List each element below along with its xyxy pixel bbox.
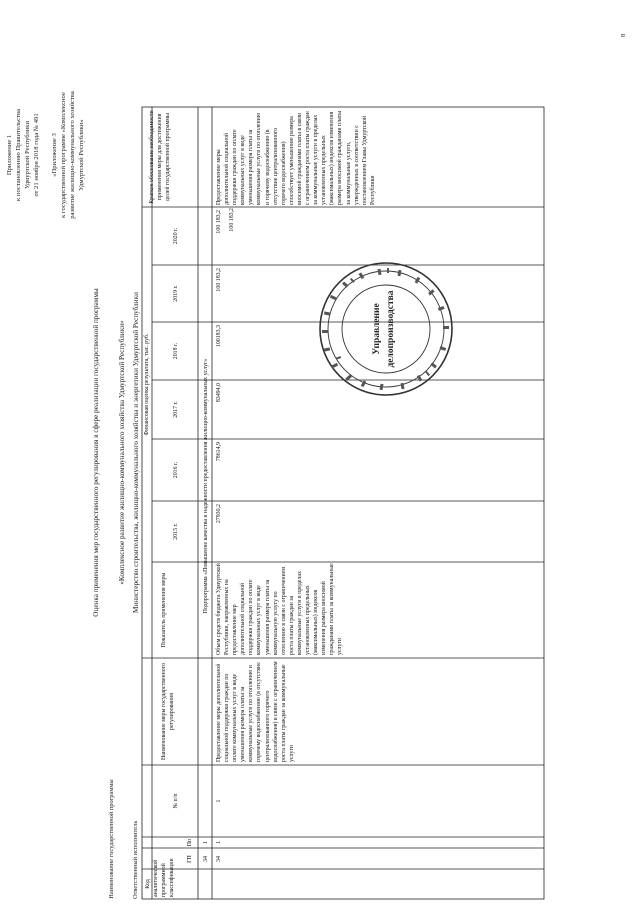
document-title: Оценка применения мер государственного регулирования в сфере реализации государственной программы: [92, 288, 100, 617]
appendix-line: «Приложение 3: [51, 133, 58, 177]
col-header-rationale: Краткое обоснование необходимости применения меры для достижения целей государственной программы: [149, 110, 172, 204]
value-2016: 78614,9: [216, 442, 222, 462]
year-2017: 2017 г.: [173, 401, 179, 418]
appendix-line: Приложение 1: [6, 134, 13, 176]
subprogram-gp: 34: [203, 856, 209, 862]
col-header-code: Код аналитической программной классификации: [145, 858, 176, 897]
value-2015: 27930,2: [216, 504, 222, 524]
value-2018: 100183,3: [216, 325, 222, 348]
row-num: 1: [216, 799, 222, 803]
stamp-line-1: Управление: [372, 303, 382, 355]
executor-value: Министерство строительства, жилищно-коммунального хозяйства и энергетики Удмуртской Республики: [132, 292, 140, 613]
col-header-indicator: Показатель применения меры: [161, 572, 167, 648]
col-header-num: № п/п: [173, 793, 179, 809]
row-gp: 34: [216, 856, 222, 862]
year-2018: 2018 г.: [173, 342, 179, 360]
executor-label: Ответственный исполнитель: [132, 820, 139, 899]
col-header-pp: Пп: [187, 838, 193, 847]
appendix-line: Удмуртской Республики: [24, 120, 31, 190]
row-pp: 1: [216, 841, 222, 844]
year-2019: 2019 г.: [173, 285, 179, 302]
year-2020: 2020 г.: [173, 227, 179, 245]
value-2020: 100 183,2: [216, 210, 222, 234]
col-header-gp: ГП: [187, 855, 193, 863]
program-label: Наименование государственной программы: [108, 779, 115, 899]
year-2015: 2015 г.: [173, 523, 179, 540]
col-header-finance: Финансовая оценка результата, тыс. руб.: [144, 333, 150, 436]
appendix-line: Удмуртской Республики»: [78, 119, 85, 191]
appendix-line: развитие жилищно-коммунального хозяйства: [69, 91, 76, 219]
row-rationale: Предоставление меры дополнительной социальной поддержки граждан по оплате коммунальных услуг в виде уменьшения размера платы за коммунальные услуги по отоплению и горячему водоснабжению (в отсутствие централизованного горячего водоснабжения) способствует уменьшению размера вносимой гражданами платы в связи с ограничением роста платы граждан за коммунальные услуги в пределах установленных предельных (максимальных) индексов изменения размера вносимой гражданами платы за коммунальные услуги, утвержденных в соответствии с постановлением Главы Удмуртской Республики: [216, 110, 376, 205]
appendix-line: к постановлению Правительства: [15, 109, 22, 201]
col-header-measure: Наименование меры государственного регулирования: [161, 663, 176, 760]
value-2017: 83494,0: [216, 383, 222, 403]
row-indicator: Объем средств бюджета Удмуртской Республики, направленных на предоставление мер дополнительной социальной поддержки граждан по оплате коммунальных услуг в виде уменьшения размера платы за коммунальную услугу по отоплению в связи с ограничением роста платы граждан за коммунальные услуги в пределах установленных предельных (максимальных) индексов изменения размера вносимой гражданами платы за коммунальные услуги: [216, 563, 344, 655]
program-name: «Комплексное развитие жилищно-коммунального хозяйства Удмуртской Республики»: [118, 320, 126, 585]
appendix-line: от 21 ноября 2018 года № 491: [33, 113, 40, 197]
row-measure: Предоставление меры дополнительной социальной поддержки граждан по оплате коммунальных услуг в виде уменьшения размера платы за коммунальные услуги по отоплению и горячему водоснабжению (в отсутствие централизованного горячего водоснабжения) в связи с ограничением роста платы граждан за коммунальные услуги: [216, 661, 295, 762]
value-2019: 100 183,2: [216, 268, 222, 292]
page-mark: 8: [620, 33, 627, 37]
subprogram-pp: 1: [203, 841, 209, 844]
appendix-line: к государственной программе «Комплексное: [60, 92, 67, 218]
value-2021: 100 183,2: [229, 208, 235, 232]
subprogram-title: Подпрограмма «Повышение качества и надежности предоставления жилищно-коммунальных услуг»: [203, 358, 209, 614]
stamp-line-2: делопроизводства: [386, 290, 396, 368]
year-2016: 2016 г.: [173, 461, 179, 479]
official-stamp: [316, 259, 456, 399]
